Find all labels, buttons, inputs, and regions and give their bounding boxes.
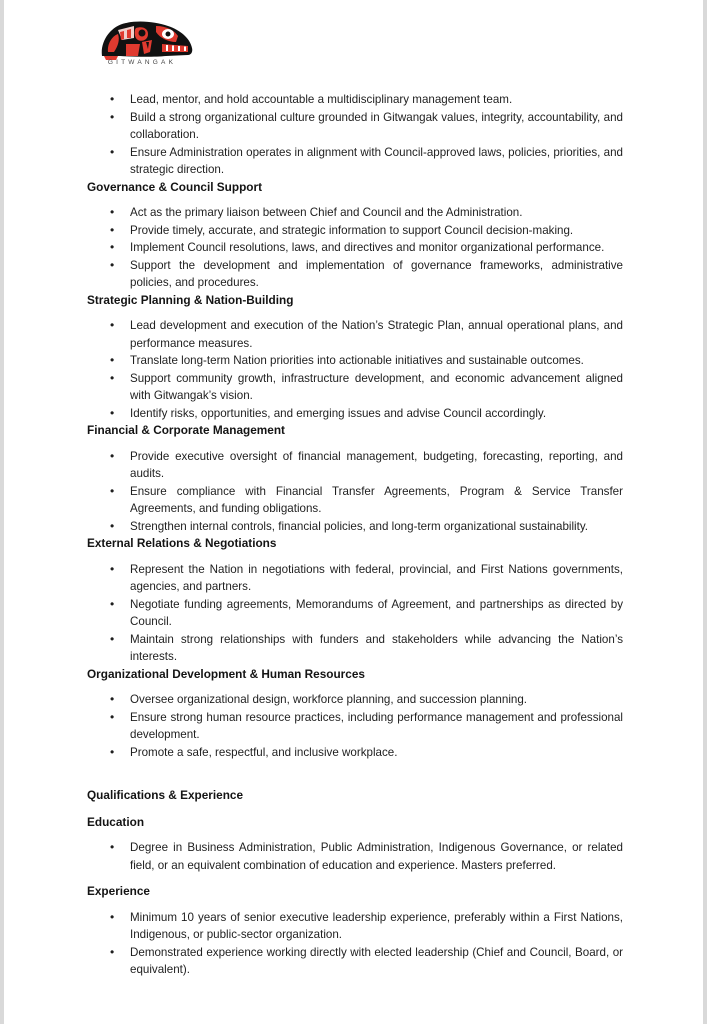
qualifications-heading: Qualifications & Experience [87, 788, 244, 802]
section-heading-governance: Governance & Council Support [87, 179, 263, 194]
list-item: • Maintain strong relationships with funders and stakeholders while advancing the Nation’s interests. [87, 631, 623, 666]
list-item: • Demonstrated experience working directly with elected leadership (Chief and Council, Board, or equivalent). [87, 944, 623, 979]
list-item: • Build a strong organizational culture grounded in Gitwangak values, integrity, accountability, and collaboration. [87, 109, 623, 144]
list-item: • Lead, mentor, and hold accountable a multidisciplinary management team. [87, 91, 623, 109]
list-item: • Oversee organizational design, workforce planning, and succession planning. [87, 691, 623, 709]
spacer [87, 874, 623, 883]
section-heading-external-relations: External Relations & Negotiations [87, 536, 277, 550]
list-item: • Support community growth, infrastructure development, and economic advancement aligned with Gitwangak’s vision. [87, 370, 623, 405]
document-page [4, 0, 703, 1024]
governance-list [87, 204, 623, 292]
list-item: • Strengthen internal controls, financial policies, and long-term organizational sustainability. [87, 518, 623, 536]
list-item: • Degree in Business Administration, Public Administration, Indigenous Governance, or related field, or an equivalent combination of education and experience. Masters preferred. [87, 839, 623, 874]
list-item: • Promote a safe, respectful, and inclusive workplace. [87, 744, 623, 762]
spacer [87, 761, 623, 787]
spacer [87, 805, 623, 814]
leadership-list [87, 91, 623, 179]
financial-list [87, 448, 623, 536]
list-item: • Implement Council resolutions, laws, and directives and monitor organizational performance. [87, 239, 623, 257]
list-item: • Translate long-term Nation priorities into actionable initiatives and sustainable outcomes. [87, 352, 623, 370]
strategic-planning-list [87, 317, 623, 422]
education-list [87, 839, 623, 874]
list-item: • Act as the primary liaison between Chief and Council and the Administration. [87, 204, 623, 222]
org-development-list [87, 691, 623, 761]
list-item: • Lead development and execution of the Nation’s Strategic Plan, annual operational plans, and performance measures. [87, 317, 623, 352]
experience-heading: Experience [87, 884, 150, 898]
list-item: • Represent the Nation in negotiations with federal, provincial, and First Nations governments, agencies, and partners. [87, 561, 623, 596]
logo-wordmark: GITWANGAK [107, 59, 177, 66]
list-item: • Negotiate funding agreements, Memorandums of Agreement, and partnerships as directed by Council. [87, 596, 623, 631]
section-heading-org-development: Organizational Development & Human Resources [87, 666, 365, 681]
list-item: • Provide timely, accurate, and strategic information to support Council decision-making. [87, 222, 623, 240]
external-relations-list [87, 561, 623, 666]
list-item: • Ensure compliance with Financial Transfer Agreements, Program & Service Transfer Agreements, and funding obligations. [87, 483, 623, 518]
list-item: • Identify risks, opportunities, and emerging issues and advise Council accordingly. [87, 405, 623, 423]
section-heading-strategic-planning: Strategic Planning & Nation-Building [87, 292, 294, 307]
list-item: • Provide executive oversight of financial management, budgeting, forecasting, reporting, and audits. [87, 448, 623, 483]
experience-list [87, 909, 623, 979]
document-body [87, 91, 623, 979]
list-item: • Ensure Administration operates in alignment with Council-approved laws, policies, priorities, and strategic direction. [87, 144, 623, 179]
list-item: • Minimum 10 years of senior executive leadership experience, preferably within a First Nations, Indigenous, or public-sector organization. [87, 909, 623, 944]
education-heading: Education [87, 814, 145, 829]
orca-formline-logo-icon [96, 16, 196, 62]
list-item: • Support the development and implementation of governance frameworks, administrative policies, and procedures. [87, 257, 623, 292]
section-heading-financial: Financial & Corporate Management [87, 423, 285, 437]
list-item: • Ensure strong human resource practices, including performance management and professional development. [87, 709, 623, 744]
